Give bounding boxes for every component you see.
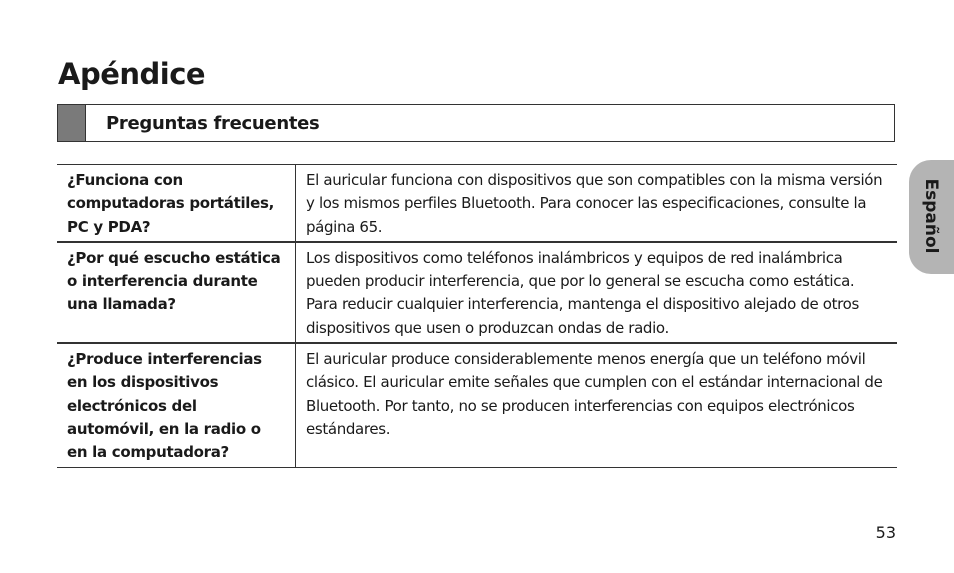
language-side-label: Español bbox=[921, 178, 941, 254]
page-title: Apéndice bbox=[58, 57, 206, 91]
page-number: 53 bbox=[875, 523, 896, 542]
table-row bbox=[57, 343, 897, 467]
faq-answer: El auricular funciona con dispositivos que son compatibles con la misma versión y los mismos perfiles Bluetooth. Para conocer las especificaciones, consulte la página 65. bbox=[296, 165, 898, 242]
section-title: Preguntas frecuentes bbox=[106, 112, 320, 134]
faq-question: ¿Produce interferencias en los dispositivos electrónicos del automóvil, en la radio o en la computadora? bbox=[57, 343, 296, 467]
faq-question: ¿Funciona con computadoras portátiles, PC y PDA? bbox=[57, 165, 296, 242]
faq-question: ¿Por qué escucho estática o interferencia durante una llamada? bbox=[57, 242, 296, 343]
faq-table bbox=[57, 164, 897, 468]
table-row bbox=[57, 165, 897, 242]
section-header bbox=[57, 104, 895, 142]
faq-answer: Los dispositivos como teléfonos inalámbricos y equipos de red inalámbrica pueden producir interferencia, que por lo general se escucha como estática. Para reducir cualquier interferencia, mantenga el dispositivo alejado de otros dispositivos que usen o produzcan ondas de radio. bbox=[296, 242, 898, 343]
section-marker bbox=[58, 105, 86, 141]
faq-answer: El auricular produce considerablemente menos energía que un teléfono móvil clásico. El auricular emite señales que cumplen con el estándar internacional de Bluetooth. Por tanto, no se producen interferencias con equipos electrónicos estándares. bbox=[296, 343, 898, 467]
table-row bbox=[57, 242, 897, 343]
